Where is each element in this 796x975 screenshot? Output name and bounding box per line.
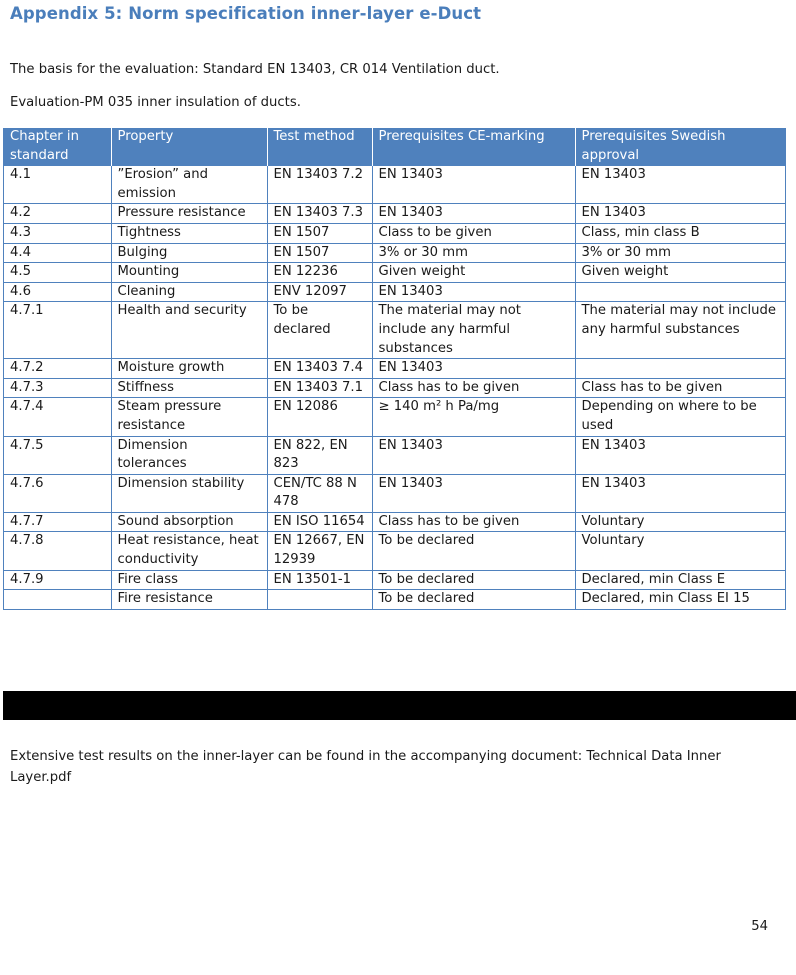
ce-marking-cell: EN 13403	[372, 282, 575, 302]
ce-marking-cell: To be declared	[372, 590, 575, 610]
property-cell: Fire class	[111, 570, 267, 590]
ce-marking-cell: Given weight	[372, 263, 575, 283]
chapter-cell: 4.5	[4, 263, 111, 283]
property-cell: Dimension stability	[111, 474, 267, 512]
swedish-approval-cell: Declared, min Class E	[575, 570, 785, 590]
chapter-cell: 4.7.3	[4, 378, 111, 398]
norm-specification-table	[3, 128, 786, 610]
ce-marking-cell: 3% or 30 mm	[372, 243, 575, 263]
test-method-cell: EN 13403 7.4	[267, 359, 372, 379]
property-cell: Steam pressure resistance	[111, 398, 267, 436]
chapter-cell: 4.7.1	[4, 302, 111, 359]
table-header-row	[4, 128, 785, 166]
header-property: Property	[111, 128, 267, 166]
chapter-cell	[4, 590, 111, 610]
test-method-cell: EN 1507	[267, 243, 372, 263]
table-row	[4, 474, 785, 512]
property-cell: Fire resistance	[111, 590, 267, 610]
table-row	[4, 436, 785, 474]
swedish-approval-cell: Voluntary	[575, 532, 785, 570]
table-row	[4, 223, 785, 243]
property-cell: ”Erosion” and emission	[111, 166, 267, 204]
ce-marking-cell: To be declared	[372, 570, 575, 590]
table-row	[4, 532, 785, 570]
swedish-approval-cell: The material may not include any harmful substances	[575, 302, 785, 359]
ce-marking-cell: The material may not include any harmful substances	[372, 302, 575, 359]
test-method-cell: EN ISO 11654	[267, 512, 372, 532]
ce-marking-cell: EN 13403	[372, 204, 575, 224]
chapter-cell: 4.7.2	[4, 359, 111, 379]
swedish-approval-cell: Given weight	[575, 263, 785, 283]
property-cell: Cleaning	[111, 282, 267, 302]
swedish-approval-cell: EN 13403	[575, 436, 785, 474]
page-number: 54	[751, 919, 768, 934]
swedish-approval-cell	[575, 282, 785, 302]
swedish-approval-cell: Class has to be given	[575, 378, 785, 398]
table-row	[4, 512, 785, 532]
test-method-cell: CEN/TC 88 N 478	[267, 474, 372, 512]
ce-marking-cell: Class to be given	[372, 223, 575, 243]
chapter-cell: 4.3	[4, 223, 111, 243]
test-method-cell: EN 1507	[267, 223, 372, 243]
test-method-cell: EN 13501-1	[267, 570, 372, 590]
chapter-cell: 4.4	[4, 243, 111, 263]
header-chapter: Chapter in standard	[4, 128, 111, 166]
test-method-cell: EN 13403 7.2	[267, 166, 372, 204]
ce-marking-cell: To be declared	[372, 532, 575, 570]
test-method-cell: EN 13403 7.3	[267, 204, 372, 224]
test-method-cell: ENV 12097	[267, 282, 372, 302]
swedish-approval-cell: EN 13403	[575, 166, 785, 204]
test-method-cell	[267, 590, 372, 610]
ce-marking-cell: EN 13403	[372, 166, 575, 204]
ce-marking-cell: EN 13403	[372, 359, 575, 379]
property-cell: Mounting	[111, 263, 267, 283]
property-cell: Health and security	[111, 302, 267, 359]
swedish-approval-cell: EN 13403	[575, 204, 785, 224]
test-method-cell: EN 13403 7.1	[267, 378, 372, 398]
test-method-cell: EN 12086	[267, 398, 372, 436]
chapter-cell: 4.7.4	[4, 398, 111, 436]
table-row	[4, 166, 785, 204]
table-row	[4, 302, 785, 359]
swedish-approval-cell: Voluntary	[575, 512, 785, 532]
evaluation-paragraph: Evaluation-PM 035 inner insulation of ducts.	[10, 95, 301, 110]
property-cell: Heat resistance, heat conductivity	[111, 532, 267, 570]
table-row	[4, 204, 785, 224]
header-ce-marking: Prerequisites CE-marking	[372, 128, 575, 166]
property-cell: Pressure resistance	[111, 204, 267, 224]
test-method-cell: EN 12236	[267, 263, 372, 283]
table-row	[4, 359, 785, 379]
basis-paragraph: The basis for the evaluation: Standard EN 13403, CR 014 Ventilation duct.	[10, 62, 500, 77]
property-cell: Bulging	[111, 243, 267, 263]
table-row	[4, 263, 785, 283]
chapter-cell: 4.2	[4, 204, 111, 224]
swedish-approval-cell: EN 13403	[575, 474, 785, 512]
chapter-cell: 4.7.9	[4, 570, 111, 590]
property-cell: Sound absorption	[111, 512, 267, 532]
swedish-approval-cell: Declared, min Class EI 15	[575, 590, 785, 610]
page-title: Appendix 5: Norm specification inner-layer e-Duct	[10, 4, 482, 23]
table-row	[4, 378, 785, 398]
ce-marking-cell: EN 13403	[372, 436, 575, 474]
swedish-approval-cell: 3% or 30 mm	[575, 243, 785, 263]
property-cell: Moisture growth	[111, 359, 267, 379]
test-method-cell: EN 822, EN 823	[267, 436, 372, 474]
chapter-cell: 4.7.6	[4, 474, 111, 512]
test-method-cell: EN 12667, EN 12939	[267, 532, 372, 570]
table-row	[4, 282, 785, 302]
swedish-approval-cell: Depending on where to be used	[575, 398, 785, 436]
test-method-cell: To be declared	[267, 302, 372, 359]
chapter-cell: 4.7.5	[4, 436, 111, 474]
ce-marking-cell: EN 13403	[372, 474, 575, 512]
footer-note: Extensive test results on the inner-layer can be found in the accompanying document: Technical Data Inner Layer.pdf	[10, 749, 721, 785]
table-row	[4, 243, 785, 263]
chapter-cell: 4.6	[4, 282, 111, 302]
header-test-method: Test method	[267, 128, 372, 166]
chapter-cell: 4.7.7	[4, 512, 111, 532]
table-row	[4, 590, 785, 610]
swedish-approval-cell	[575, 359, 785, 379]
property-cell: Stiffness	[111, 378, 267, 398]
ce-marking-cell: Class has to be given	[372, 512, 575, 532]
swedish-approval-cell: Class, min class B	[575, 223, 785, 243]
table-row	[4, 398, 785, 436]
redaction-bar	[3, 691, 796, 720]
header-swedish-approval: Prerequisites Swedish approval	[575, 128, 785, 166]
table-row	[4, 570, 785, 590]
ce-marking-cell: Class has to be given	[372, 378, 575, 398]
chapter-cell: 4.1	[4, 166, 111, 204]
chapter-cell: 4.7.8	[4, 532, 111, 570]
ce-marking-cell: ≥ 140 m² h Pa/mg	[372, 398, 575, 436]
property-cell: Tightness	[111, 223, 267, 243]
property-cell: Dimension tolerances	[111, 436, 267, 474]
